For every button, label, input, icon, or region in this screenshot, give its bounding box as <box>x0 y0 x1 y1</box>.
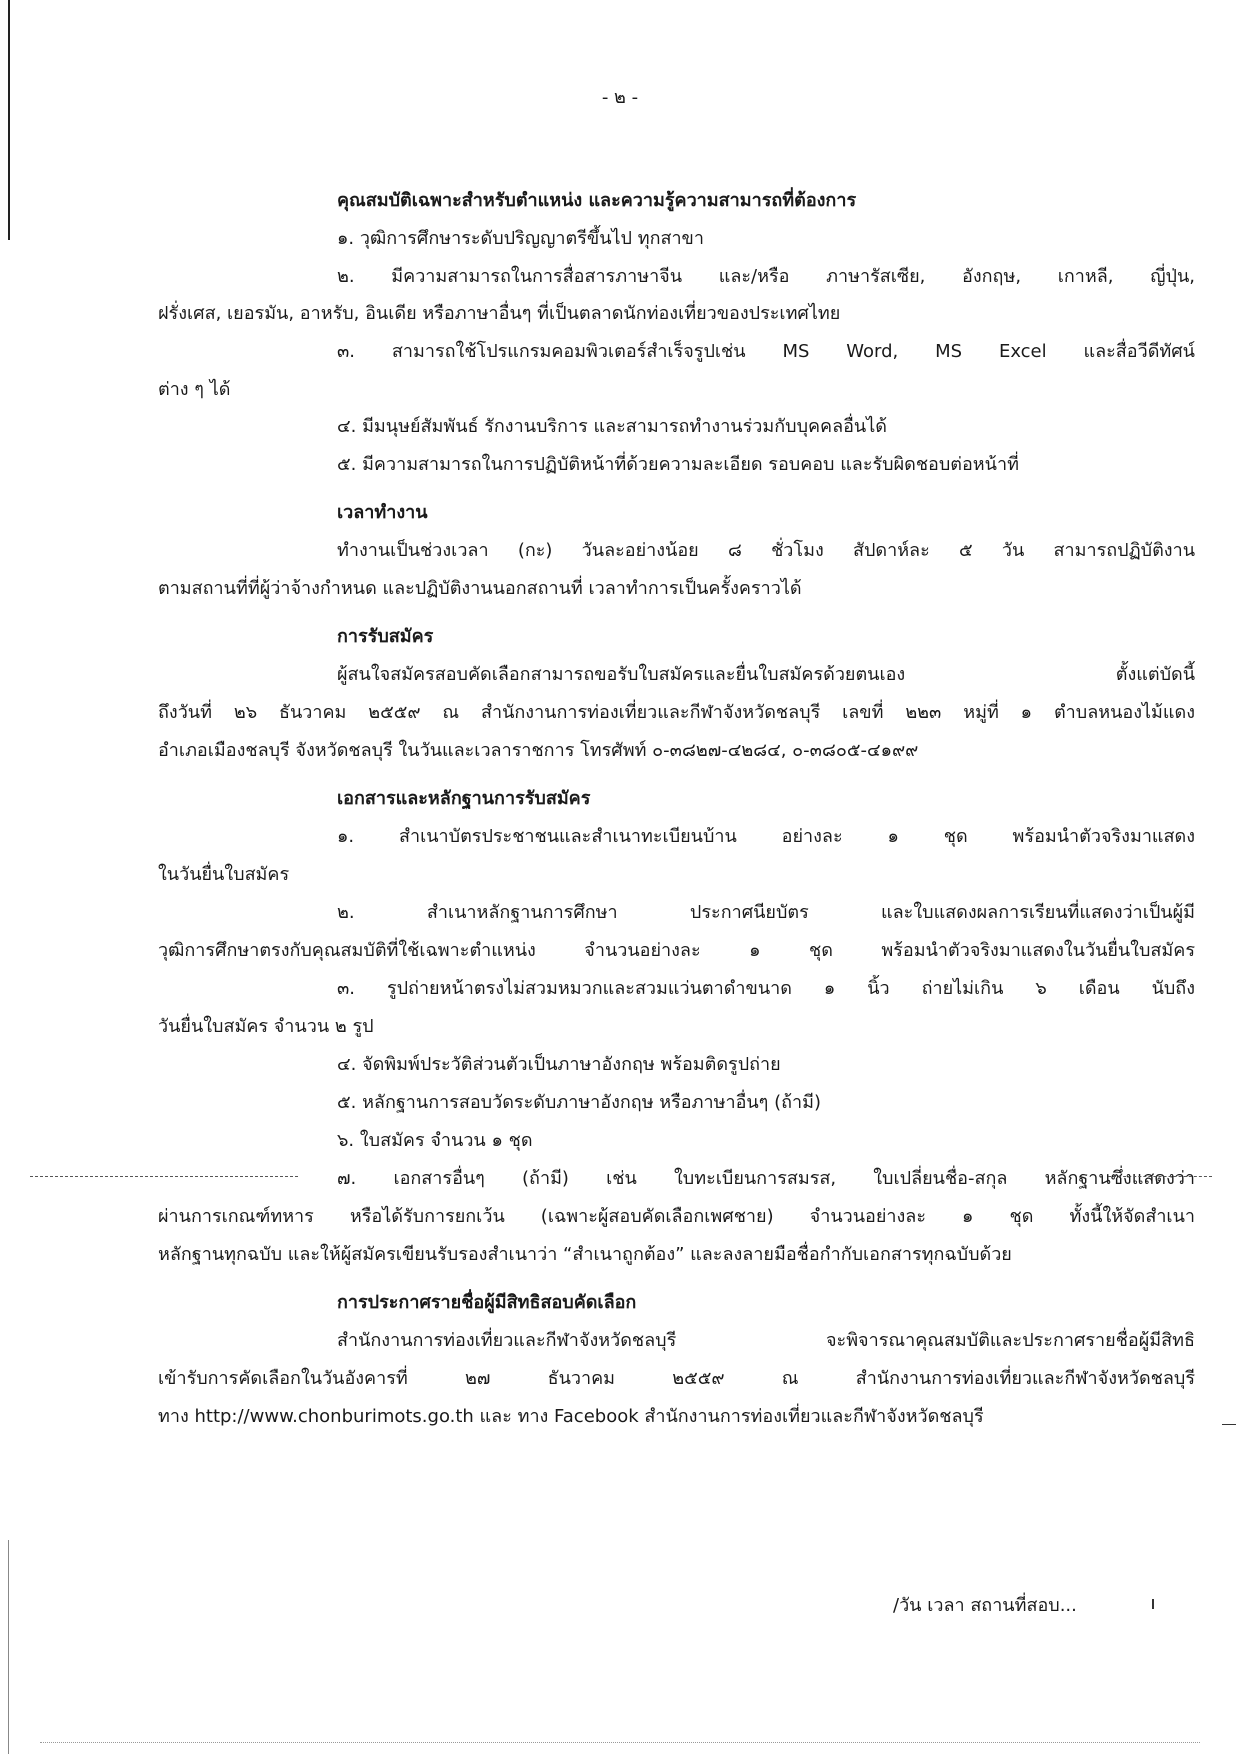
paragraph-line: ๓. รูปถ่ายหน้าตรงไม่สวมหมวกและสวมแว่นตาดำขนาด ๑ นิ้ว ถ่ายไม่เกิน ๖ เดือน นับถึง <box>337 978 1195 999</box>
paragraph-line: ๕. มีความสามารถในการปฏิบัติหน้าที่ด้วยความละเอียด รอบคอบ และรับผิดชอบต่อหน้าที่ <box>337 454 1019 475</box>
paragraph-line: ๒. สำเนาหลักฐานการศึกษา ประกาศนียบัตร และใบแสดงผลการเรียนที่แสดงว่าเป็นผู้มี <box>337 902 1195 923</box>
scan-artifact <box>1222 1424 1236 1425</box>
section-heading: คุณสมบัติเฉพาะสำหรับตำแหน่ง และความรู้ความสามารถที่ต้องการ <box>337 190 857 211</box>
section-heading: เอกสารและหลักฐานการรับสมัคร <box>337 788 591 809</box>
section-heading: เวลาทำงาน <box>337 502 428 523</box>
paragraph-line: ต่าง ๆ ได้ <box>158 379 231 400</box>
paragraph-line: วันยื่นใบสมัคร จำนวน ๒ รูป <box>158 1016 374 1037</box>
paragraph-line: เข้ารับการคัดเลือกในวันอังคารที่ ๒๗ ธันวาคม ๒๕๕๙ ณ สำนักงานการท่องเที่ยวและกีฬาจังหวัดชลบุรี <box>158 1368 1195 1389</box>
continuation-footer: /วัน เวลา สถานที่สอบ... <box>893 1595 1077 1616</box>
scan-artifact <box>1152 1599 1154 1609</box>
paragraph-line: วุฒิการศึกษาตรงกับคุณสมบัติที่ใช้เฉพาะตำแหน่ง จำนวนอย่างละ ๑ ชุด พร้อมนำตัวจริงมาแสดงในวันยื่นใบสมัคร <box>158 940 1195 961</box>
paragraph-line: ถึงวันที่ ๒๖ ธันวาคม ๒๕๕๙ ณ สำนักงานการท่องเที่ยวและกีฬาจังหวัดชลบุรี เลขที่ ๒๒๓ หมู่ที่ ๑ ตำบลหนองไม้แดง <box>158 702 1195 723</box>
paragraph-line: หลักฐานทุกฉบับ และให้ผู้สมัครเขียนรับรองสำเนาว่า “สำเนาถูกต้อง” และลงลายมือชื่อกำกับเอกสารทุกฉบับด้วย <box>158 1244 1012 1265</box>
scan-artifact <box>40 1742 1200 1744</box>
section-heading: การรับสมัคร <box>337 626 434 647</box>
paragraph-line: ผู้สนใจสมัครสอบคัดเลือกสามารถขอรับใบสมัครและยื่นใบสมัครด้วยตนเอง ตั้งแต่บัดนี้ <box>337 664 1195 685</box>
paragraph-line: ทำงานเป็นช่วงเวลา (กะ) วันละอย่างน้อย ๘ ชั่วโมง สัปดาห์ละ ๕ วัน สามารถปฏิบัติงาน <box>337 540 1195 561</box>
paragraph-line: ๕. หลักฐานการสอบวัดระดับภาษาอังกฤษ หรือภาษาอื่นๆ (ถ้ามี) <box>337 1092 821 1113</box>
scan-artifact <box>1108 1176 1212 1178</box>
paragraph-line: ทาง http://www.chonburimots.go.th และ ทาง Facebook สำนักงานการท่องเที่ยวและกีฬาจังหวัดชลบุรี <box>158 1406 984 1427</box>
scan-border-mark <box>8 1540 9 1754</box>
paragraph-line: ผ่านการเกณฑ์ทหาร หรือได้รับการยกเว้น (เฉพาะผู้สอบคัดเลือกเพศชาย) จำนวนอย่างละ ๑ ชุด ทั้งนี้ให้จัดสำเนา <box>158 1206 1195 1227</box>
paragraph-line: ๒. มีความสามารถในการสื่อสารภาษาจีน และ/หรือ ภาษารัสเซีย, อังกฤษ, เกาหลี, ญี่ปุ่น, <box>337 266 1195 287</box>
paragraph-line: ๑. วุฒิการศึกษาระดับปริญญาตรีขึ้นไป ทุกสาขา <box>337 228 704 249</box>
paragraph-line: ๗. เอกสารอื่นๆ (ถ้ามี) เช่น ใบทะเบียนการสมรส, ใบเปลี่ยนชื่อ-สกุล หลักฐานซึ่งแสดงว่า <box>337 1168 1195 1189</box>
section-heading: การประกาศรายชื่อผู้มีสิทธิสอบคัดเลือก <box>337 1292 637 1313</box>
paragraph-line: สำนักงานการท่องเที่ยวและกีฬาจังหวัดชลบุรี จะพิจารณาคุณสมบัติและประกาศรายชื่อผู้มีสิทธิ <box>337 1330 1195 1351</box>
paragraph-line: ๓. สามารถใช้โปรแกรมคอมพิวเตอร์สำเร็จรูปเช่น MS Word, MS Excel และสื่อวีดีทัศน์ <box>337 341 1195 362</box>
paragraph-line: ๑. สำเนาบัตรประชาชนและสำเนาทะเบียนบ้าน อย่างละ ๑ ชุด พร้อมนำตัวจริงมาแสดง <box>337 826 1195 847</box>
paragraph-line: ในวันยื่นใบสมัคร <box>158 864 290 885</box>
paragraph-line: ตามสถานที่ที่ผู้ว่าจ้างกำหนด และปฏิบัติงานนอกสถานที่ เวลาทำการเป็นครั้งคราวได้ <box>158 578 802 599</box>
paragraph-line: ๔. มีมนุษย์สัมพันธ์ รักงานบริการ และสามารถทำงานร่วมกับบุคคลอื่นได้ <box>337 416 887 437</box>
scan-artifact <box>30 1176 298 1178</box>
scan-border-mark <box>8 0 10 240</box>
paragraph-line: ๖. ใบสมัคร จำนวน ๑ ชุด <box>337 1130 533 1151</box>
page-number: - ๒ - <box>601 87 639 108</box>
paragraph-line: ๔. จัดพิมพ์ประวัติส่วนตัวเป็นภาษาอังกฤษ พร้อมติดรูปถ่าย <box>337 1054 781 1075</box>
paragraph-line: อำเภอเมืองชลบุรี จังหวัดชลบุรี ในวันและเวลาราชการ โทรศัพท์ ๐-๓๘๒๗-๔๒๘๔, ๐-๓๘๐๕-๔๑๙๙ <box>158 740 919 761</box>
paragraph-line: ฝรั่งเศส, เยอรมัน, อาหรับ, อินเดีย หรือภาษาอื่นๆ ที่เป็นตลาดนักท่องเที่ยวของประเทศไทย <box>158 303 841 324</box>
